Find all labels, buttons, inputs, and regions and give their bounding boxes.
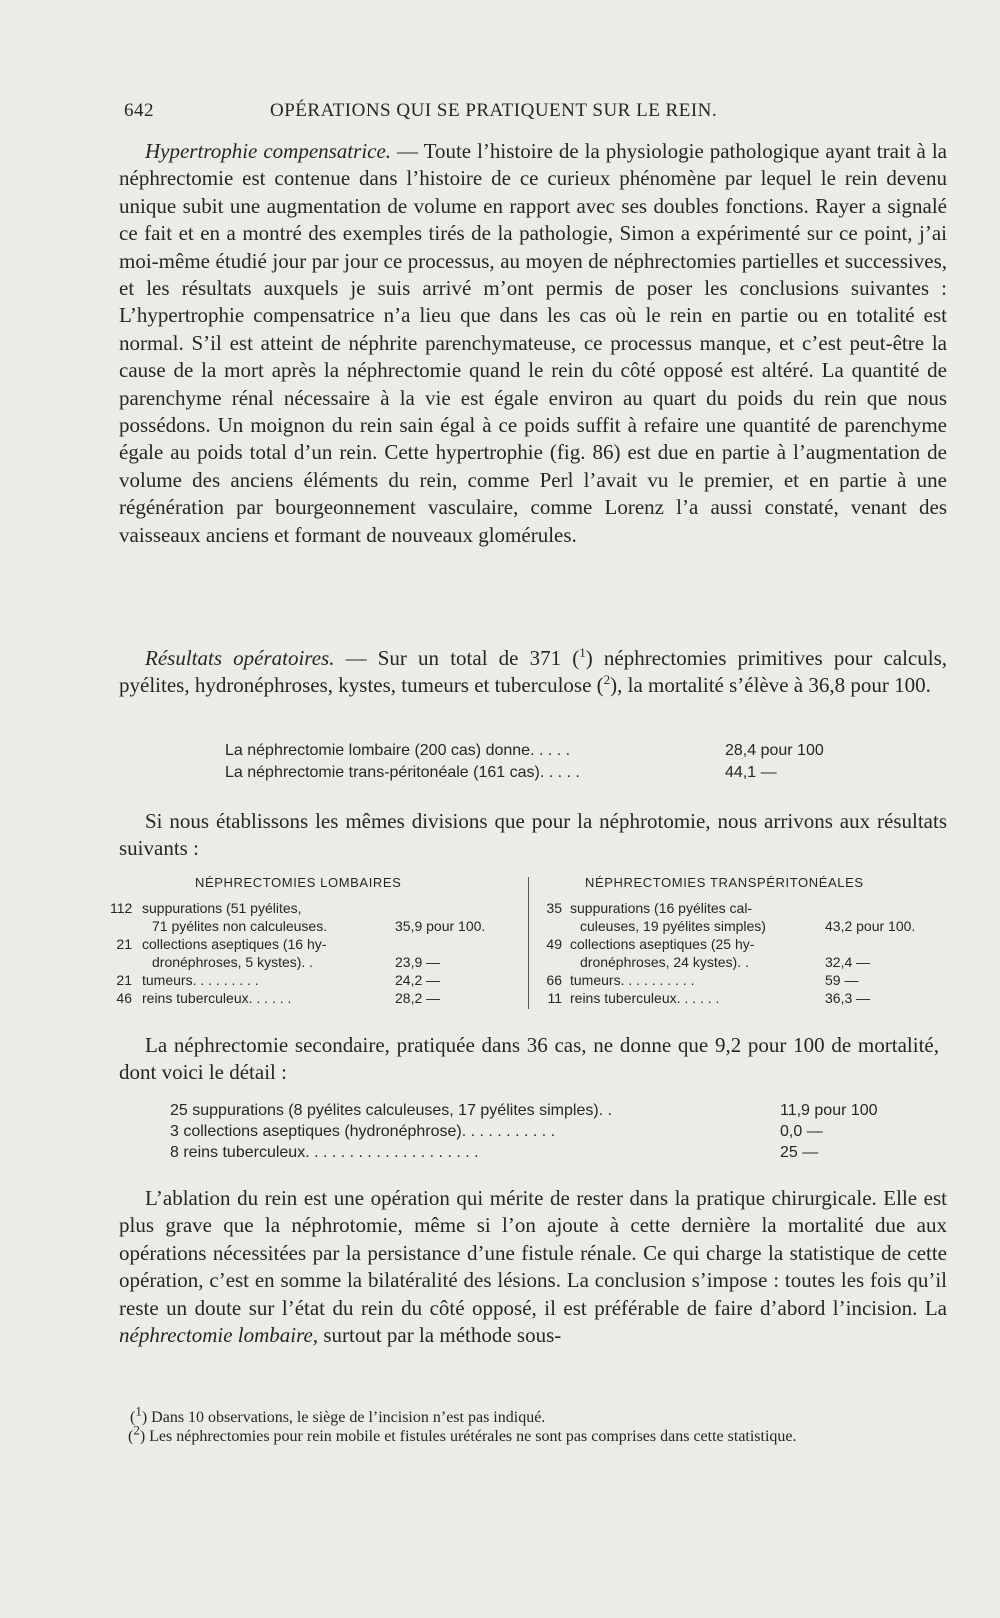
table-desc: culeuses, 19 pyélites simples) [580, 918, 766, 934]
results-summary [225, 740, 865, 784]
paragraph-text: — Toute l’histoire de la physiologie pathologique ayant trait à la néphrectomie est contenue dans l’histoire de ce curieux phénomène par lequel le rein devenu unique subit une augmentation de volume en rapport avec ses doubles fonctions. Rayer a signalé ce fait et en a montré des exemples tirés de la pathologie, Simon a expérimenté sur ce point, j’ai moi-même étudié jour par jour ce processus, au moyen de néphrectomies partielles et successives, et les résultats auxquels je suis arrivé m’ont permis de poser les conclusions suivantes : L’hypertrophie compensatrice n’a lieu que dans les cas où le rein en partie ou en totalité est normal. S’il est atteint de néphrite parenchymateuse, ce processus manque, et c’est peut-être la cause de la mort après la néphrectomie quand le rein du côté opposé est altéré. La quantité de parenchyme rénal nécessaire à la vie est égale environ au quart du poids du rein que nous possédons. Un moignon du rein sain égal à ce poids suffit à refaire une quantité de parenchyme égale au poids total d’un rein. Cette hypertrophie (fig. 86) est due en partie à l’augmentation de volume des anciens éléments du rein, comme Perl l’avait vu le premier, et en partie à une régénération par bourgeonnement vasculaire, comme Lorenz l’a aussi constaté, venant des vaisseaux anciens et formant de nouveaux glomérules. [119, 139, 948, 547]
footnote-mark: 2 [133, 1422, 140, 1438]
table-value: 32,4 — [825, 954, 871, 970]
table-desc: reins tuberculeux. . . . . . [142, 990, 292, 1006]
paragraph-text: surtout par la méthode sous- [318, 1323, 562, 1348]
table-desc: collections aseptiques (16 hy- [142, 936, 327, 952]
table-title: NÉPHRECTOMIES TRANSPÉRITONÉALES [585, 875, 864, 890]
table-desc: 71 pyélites non calculeuses. [152, 918, 328, 934]
italic-lead: Résultats opératoires. [145, 646, 335, 670]
table-desc: tumeurs. . . . . . . . . . [570, 972, 695, 988]
table-divider [528, 877, 529, 1009]
results-row [225, 740, 865, 762]
table-desc: reins tuberculeux. . . . . . [570, 990, 720, 1006]
results-value: 28,4 pour 100 [725, 742, 824, 759]
running-title: OPÉRATIONS QUI SE PRATIQUENT SUR LE REIN. [270, 100, 718, 121]
table-value: 24,2 — [395, 972, 441, 988]
paragraph-divisions [119, 808, 947, 863]
paragraph-text: ), la mortalité s’élève à 36,8 pour 100. [610, 673, 931, 698]
table-value: 23,9 — [395, 954, 441, 970]
detail-value: 11,9 pour 100 [780, 1102, 878, 1119]
page-number: 642 [124, 100, 154, 121]
detail-label: 25 suppurations (8 pyélites calculeuses, 17 pyélites simples). . [170, 1102, 612, 1119]
table-desc: dronéphroses, 5 kystes). . [152, 954, 314, 970]
detail-row [170, 1121, 910, 1142]
table-desc: suppurations (51 pyélites, [142, 900, 302, 916]
results-label: La néphrectomie trans-péritonéale (161 cas). . . . . [225, 764, 580, 781]
table-value: 36,3 — [825, 990, 871, 1006]
table-count: 66 [546, 972, 562, 988]
paragraph-text: — Sur un total de 371 ( [334, 646, 580, 670]
table-value: 35,9 pour 100. [395, 918, 486, 934]
footnote-mark: 1 [135, 1403, 142, 1419]
results-label: La néphrectomie lombaire (200 cas) donne. . . . . [225, 742, 571, 759]
table-value: 28,2 — [395, 990, 441, 1006]
paragraph-text: ) néphrectomies primitives pour calculs, pyélites, hydronéphroses, kystes, tumeurs et tuberculose ( [119, 646, 948, 698]
footnote-ref-1[interactable]: 1 [579, 645, 586, 660]
paragraph-resultats [119, 645, 947, 700]
results-row [225, 762, 865, 784]
table-count: 112 [110, 900, 133, 916]
table-count: 46 [116, 990, 132, 1006]
footnotes [128, 1403, 920, 1446]
results-value: 44,1 — [725, 764, 777, 781]
table-value: 43,2 pour 100. [825, 918, 916, 934]
italic-term: néphrectomie lombaire, [119, 1323, 319, 1348]
paragraph-secondaire [119, 1032, 939, 1087]
italic-lead: Hypertrophie compensatrice. [145, 139, 392, 163]
detail-value: 25 — [780, 1144, 819, 1161]
paragraph-text: La néphrectomie secondaire, pratiquée dans 36 cas, ne donne que 9,2 pour 100 de mortalité, dont voici le détail : [119, 1033, 939, 1085]
table-desc: collections aseptiques (25 hy- [570, 936, 755, 952]
secondary-details [170, 1100, 910, 1163]
detail-row [170, 1142, 910, 1163]
detail-row [170, 1100, 910, 1121]
detail-label: 8 reins tuberculeux. . . . . . . . . . . . . . . . . . . . [170, 1144, 479, 1161]
footnote-1: ($^1$) Dans 10 observations, le siège de l’incision n’est pas indiqué. [130, 1403, 546, 1426]
footnote-2: ($^2$) Les néphrectomies pour rein mobile et fistules urétérales ne sont pas comprises dans cette statistique. [128, 1422, 797, 1445]
footnote-text: Dans 10 observations, le siège de l’incision n’est pas indiqué. [147, 1409, 546, 1426]
table-count: 35 [546, 900, 562, 916]
detail-value: 0,0 — [780, 1123, 823, 1140]
table-count: 11 [547, 990, 562, 1006]
detail-label: 3 collections aseptiques (hydronéphrose). . . . . . . . . . . [170, 1123, 556, 1140]
paragraph-text: L’ablation du rein est une opération qui mérite de rester dans la pratique chirurgicale. Elle est plus grave que la néphrotomie, même si l’on ajoute à cette dernière la mortalité due aux opérations nécessitées par la persistance d’une fistule rénale. Ce qui charge la statistique de cette opération, c’est en somme la bilatéralité des lésions. La conclusion s’impose : toutes les fois qu’il reste un doute sur l’état du rein du côté opposé, il est préférable de faire d’abord l’incision. La [119, 1186, 947, 1320]
table-value: 59 — [825, 972, 859, 988]
footnote-ref-2[interactable]: 2 [603, 672, 611, 688]
paragraph-text: Si nous établissons les mêmes divisions que pour la néphrotomie, nous arrivons aux résultats suivants : [119, 809, 947, 861]
table-count: 21 [116, 972, 132, 988]
paragraph-hypertrophie [119, 138, 947, 549]
footnote-text: Les néphrectomies pour rein mobile et fistules urétérales ne sont pas comprises dans cette statistique. [145, 1428, 797, 1445]
paragraph-ablation [119, 1185, 947, 1349]
table-count: 21 [116, 936, 132, 952]
table-desc: tumeurs. . . . . . . . . [142, 972, 259, 988]
table-desc: suppurations (16 pyélites cal- [570, 900, 753, 916]
table-desc: dronéphroses, 24 kystes). . [580, 954, 749, 970]
table-count: 49 [546, 936, 562, 952]
table-title: NÉPHRECTOMIES LOMBAIRES [195, 875, 402, 890]
